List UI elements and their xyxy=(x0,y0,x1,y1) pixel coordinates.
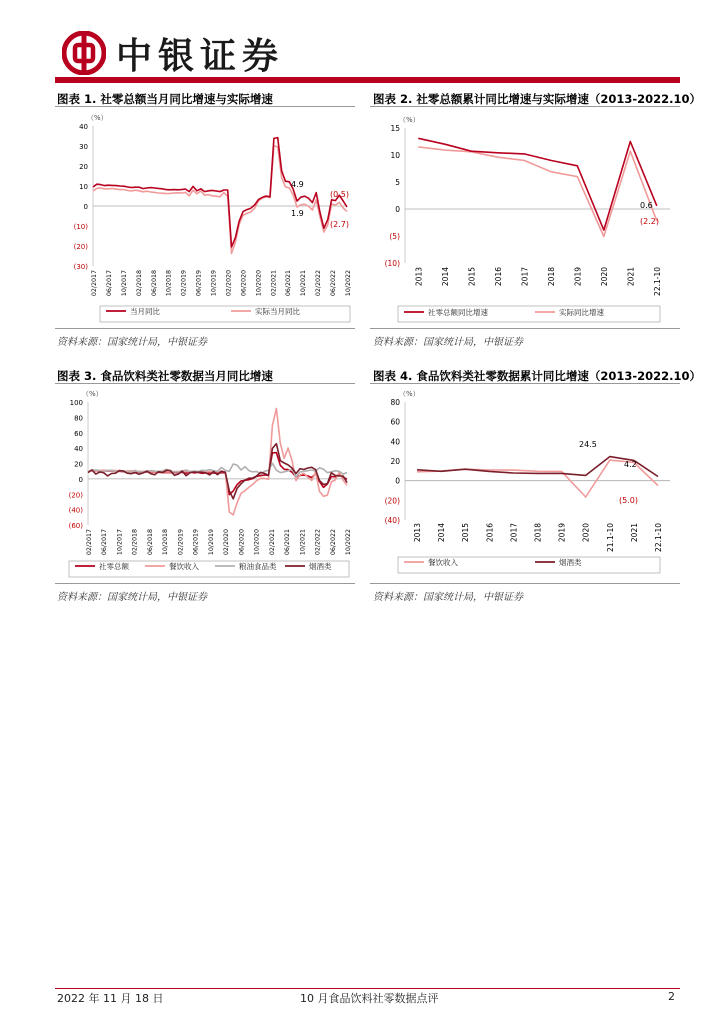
chart4-top-rule xyxy=(370,383,680,384)
x-tick-label: 06/2021 xyxy=(284,529,292,556)
y-tick-label: 60 xyxy=(390,417,400,427)
chart1-title: 图表 1. 社零总额当月同比增速与实际增速 xyxy=(57,92,273,106)
x-tick-label: 10/2021 xyxy=(299,529,307,556)
x-tick-label: 2017 xyxy=(520,267,530,287)
y-tick-label: (20) xyxy=(384,496,400,506)
series-line-2 xyxy=(88,409,347,515)
x-tick-label: 02/2022 xyxy=(314,529,322,556)
data-label: (0.5) xyxy=(330,190,349,199)
x-tick-label: 10/2018 xyxy=(162,529,170,556)
y-tick-label: 20 xyxy=(390,457,400,466)
legend-label: 粮油食品类 xyxy=(239,562,277,571)
chart2 xyxy=(370,108,680,328)
page-number: 2 xyxy=(668,990,675,1003)
y-tick-label: (60) xyxy=(68,522,83,530)
y-tick-label: 60 xyxy=(74,429,83,438)
x-tick-label: 22.1-10 xyxy=(652,267,662,296)
x-tick-label: 10/2022 xyxy=(345,529,352,556)
footer-title: 10 月食品饮料社零数据点评 xyxy=(300,992,439,1005)
chart2-title: 图表 2. 社零总额累计同比增速与实际增速（2013-2022.10） xyxy=(373,92,702,106)
x-tick-label: 02/2020 xyxy=(223,529,231,556)
unit-label: （%） xyxy=(399,390,420,398)
x-tick-label: 10/2017 xyxy=(116,529,124,556)
x-tick-label: 2021 xyxy=(629,523,639,543)
y-tick-label: 80 xyxy=(74,414,83,423)
chart4-title: 图表 4. 食品饮料类社零数据累计同比增速（2013-2022.10） xyxy=(373,369,702,383)
y-tick-label: 0 xyxy=(395,205,400,214)
x-tick-label: 10/2017 xyxy=(120,270,128,297)
series-line-2 xyxy=(418,147,657,237)
x-tick-label: 10/2022 xyxy=(345,270,352,297)
chart2-top-rule xyxy=(370,106,680,107)
x-tick-label: 2016 xyxy=(485,523,495,543)
x-tick-label: 06/2018 xyxy=(150,270,158,297)
chart3-title: 图表 3. 食品饮料类社零数据当月同比增速 xyxy=(57,369,273,383)
chart4-source: 资料来源：国家统计局，中银证券 xyxy=(373,592,523,603)
y-tick-label: 20 xyxy=(74,460,83,469)
chart4-bottom-rule xyxy=(370,583,680,584)
x-tick-label: 02/2018 xyxy=(131,529,139,556)
x-tick-label: 06/2022 xyxy=(329,529,337,556)
footer-date: 2022 年 11 月 18 日 xyxy=(57,992,164,1005)
y-tick-label: (40) xyxy=(68,506,83,515)
y-tick-label: 30 xyxy=(79,143,88,151)
x-tick-label: 06/2021 xyxy=(285,270,293,297)
y-tick-label: (10) xyxy=(384,259,400,268)
y-tick-label: 40 xyxy=(74,445,83,454)
data-label: (2.2) xyxy=(640,217,659,226)
x-tick-label: 2015 xyxy=(467,267,477,287)
chart2-bottom-rule xyxy=(370,328,680,329)
x-tick-label: 2014 xyxy=(440,267,450,287)
y-tick-label: (20) xyxy=(68,491,83,500)
x-tick-label: 2020 xyxy=(599,267,609,287)
y-tick-label: (5) xyxy=(389,232,400,241)
series-line-1 xyxy=(417,460,658,497)
y-tick-label: (10) xyxy=(73,223,88,231)
chart1 xyxy=(55,108,355,328)
x-tick-label: 2013 xyxy=(413,523,423,543)
chart3-source: 资料来源：国家统计局，中银证券 xyxy=(57,592,207,603)
x-tick-label: 02/2022 xyxy=(315,270,323,297)
y-tick-label: 0 xyxy=(78,475,83,484)
legend-label: 餐饮收入 xyxy=(169,562,199,571)
x-tick-label: 2021 xyxy=(626,267,636,287)
legend-label: 实际同比增速 xyxy=(559,308,604,317)
legend-label: 餐饮收入 xyxy=(428,558,458,567)
chart1-top-rule xyxy=(55,106,355,107)
x-tick-label: 02/2019 xyxy=(180,270,188,297)
legend-label: 实际当月同比 xyxy=(255,307,300,316)
chart3-top-rule xyxy=(55,383,355,384)
y-tick-label: 5 xyxy=(395,178,400,187)
x-tick-label: 22.1-10 xyxy=(653,523,663,552)
y-tick-label: (40) xyxy=(384,516,400,525)
x-tick-label: 2018 xyxy=(546,267,556,287)
x-tick-label: 02/2021 xyxy=(268,529,276,556)
x-tick-label: 2020 xyxy=(581,523,591,543)
x-tick-label: 06/2019 xyxy=(192,529,200,556)
data-label: 0.6 xyxy=(640,201,653,210)
chart4 xyxy=(370,385,680,583)
x-tick-label: 06/2020 xyxy=(240,270,248,297)
data-label: 1.9 xyxy=(291,209,304,218)
y-tick-label: 80 xyxy=(390,398,400,407)
x-tick-label: 02/2017 xyxy=(91,270,98,297)
x-tick-label: 06/2017 xyxy=(101,529,109,556)
unit-label: （%） xyxy=(87,114,108,122)
x-tick-label: 2019 xyxy=(557,523,567,543)
y-tick-label: 20 xyxy=(79,163,88,171)
legend-label: 社零总额 xyxy=(99,562,129,571)
x-tick-label: 10/2020 xyxy=(255,270,263,297)
header-bar xyxy=(55,77,680,83)
x-tick-label: 02/2019 xyxy=(177,529,185,556)
footer-rule xyxy=(55,988,680,989)
y-tick-label: 100 xyxy=(69,399,83,407)
x-tick-label: 10/2021 xyxy=(300,270,308,297)
y-tick-label: 10 xyxy=(79,183,88,191)
unit-label: （%） xyxy=(82,390,103,398)
x-tick-label: 10/2020 xyxy=(253,529,261,556)
data-label: 24.5 xyxy=(579,440,597,449)
x-tick-label: 06/2019 xyxy=(195,270,203,297)
x-tick-label: 2019 xyxy=(573,267,583,287)
chart1-bottom-rule xyxy=(55,328,355,329)
legend-label: 社零总额同比增速 xyxy=(428,308,488,317)
y-tick-label: 0 xyxy=(83,203,88,211)
x-tick-label: 06/2018 xyxy=(146,529,154,556)
x-tick-label: 02/2018 xyxy=(135,270,143,297)
y-tick-label: 0 xyxy=(395,476,400,486)
x-tick-label: 06/2017 xyxy=(105,270,113,297)
x-tick-label: 06/2022 xyxy=(330,270,338,297)
x-tick-label: 21.1-10 xyxy=(605,523,615,552)
series-line-1 xyxy=(418,138,657,230)
legend-label: 烟酒类 xyxy=(309,562,332,571)
x-tick-label: 2018 xyxy=(533,523,543,543)
y-tick-label: 15 xyxy=(390,124,400,133)
x-tick-label: 2016 xyxy=(493,267,503,287)
x-tick-label: 02/2017 xyxy=(86,529,93,556)
chart1-source: 资料来源：国家统计局，中银证券 xyxy=(57,337,207,348)
legend-label: 烟酒类 xyxy=(559,558,582,567)
x-tick-label: 2017 xyxy=(509,523,519,543)
chart3 xyxy=(55,385,355,583)
unit-label: （%） xyxy=(399,116,420,124)
data-label: (2.7) xyxy=(330,220,349,229)
y-tick-label: (20) xyxy=(73,243,88,251)
boc-logo-icon xyxy=(62,31,106,75)
chart2-source: 资料来源：国家统计局，中银证券 xyxy=(373,337,523,348)
legend-label: 当月同比 xyxy=(130,307,160,316)
y-tick-label: 40 xyxy=(79,123,88,131)
y-tick-label: (30) xyxy=(73,263,88,271)
x-tick-label: 10/2019 xyxy=(207,529,215,556)
x-tick-label: 2015 xyxy=(461,523,471,543)
y-tick-label: 40 xyxy=(390,437,400,447)
x-tick-label: 02/2020 xyxy=(225,270,233,297)
data-label: 4.2 xyxy=(624,460,637,469)
data-label: (5.0) xyxy=(619,496,638,505)
series-line-1 xyxy=(93,138,347,247)
x-tick-label: 06/2020 xyxy=(238,529,246,556)
x-tick-label: 2013 xyxy=(414,267,424,287)
x-tick-label: 02/2021 xyxy=(270,270,278,297)
brand-logo xyxy=(62,30,284,76)
brand-name: 中银证券 xyxy=(116,34,285,77)
x-tick-label: 10/2018 xyxy=(165,270,173,297)
x-tick-label: 10/2019 xyxy=(210,270,218,297)
series-line-2 xyxy=(417,457,658,477)
y-tick-label: 10 xyxy=(390,151,400,160)
x-tick-label: 2014 xyxy=(437,523,447,543)
data-label: 4.9 xyxy=(291,180,304,189)
chart3-bottom-rule xyxy=(55,583,355,584)
